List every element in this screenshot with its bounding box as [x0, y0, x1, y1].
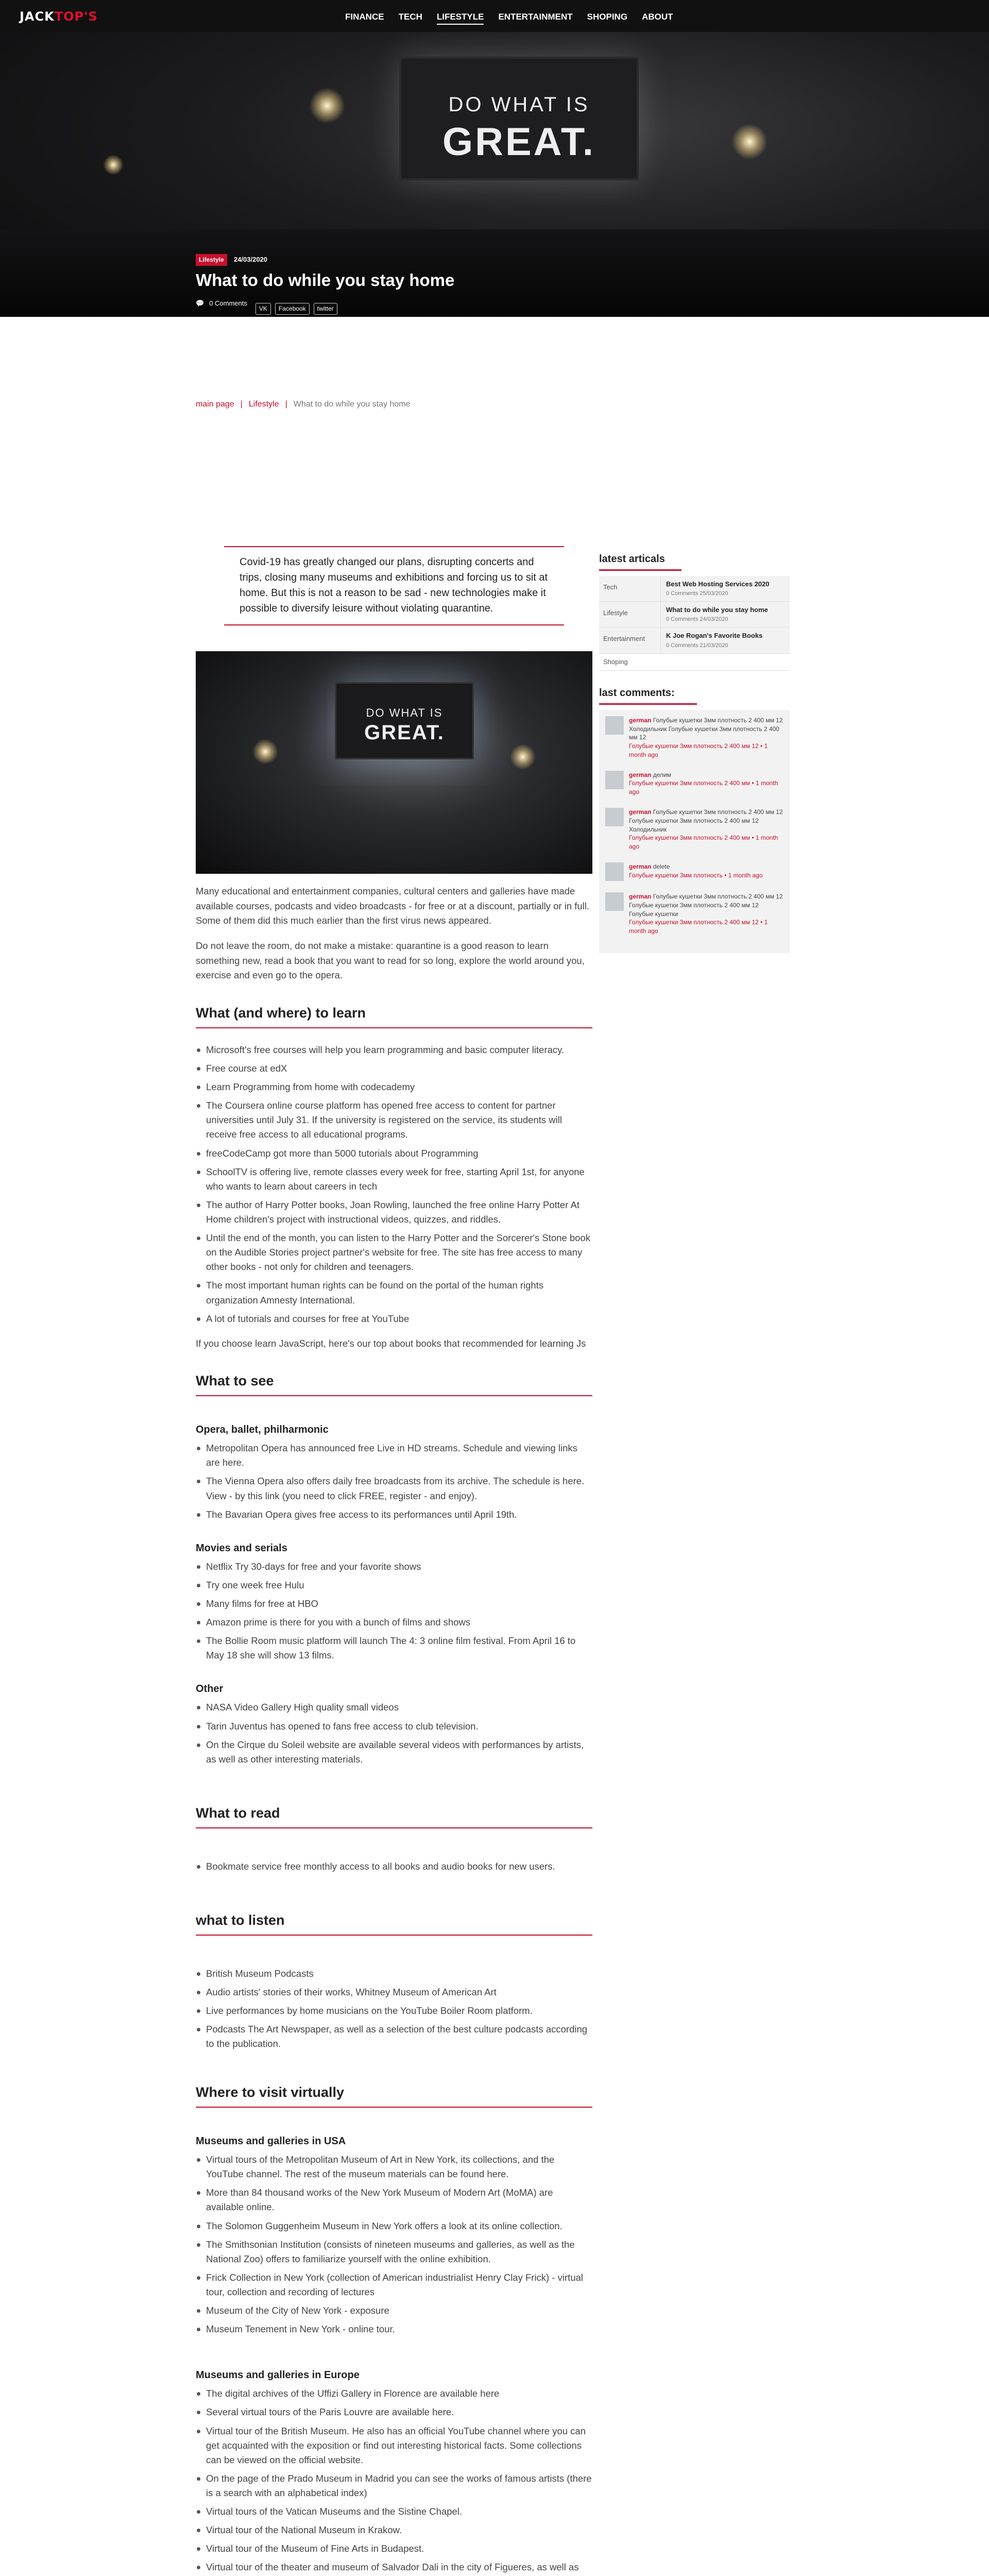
comment-user[interactable]: german: [629, 893, 652, 901]
breadcrumb-current: What to do while you stay home: [293, 400, 411, 409]
section-see-title: What to see: [196, 1370, 592, 1396]
lamp-glow: [731, 124, 768, 160]
breadcrumb-home[interactable]: main page: [196, 400, 234, 409]
comment-text: делим: [653, 771, 671, 778]
last-comments-list: [599, 710, 790, 953]
list-item[interactable]: NASA Video Gallery High quality small videos: [196, 1700, 592, 1715]
comment-ref[interactable]: Голубые кушетки 3мм плотность 2 400 мм • 1 month ago: [629, 779, 778, 796]
section-learn-title: What (and where) to learn: [196, 1003, 592, 1028]
sidebar: [599, 551, 790, 953]
comment-user[interactable]: german: [629, 771, 652, 778]
list-item[interactable]: On the Cirque du Soleil website are available several videos with performances by artists, as well as other interesting materials.: [196, 1738, 592, 1767]
section-read-title: What to read: [196, 1803, 592, 1828]
article-meta: 0 Comments 24/03/2020: [666, 616, 728, 623]
list-item[interactable]: Museum Tenement in New York - online tour.: [196, 2322, 592, 2336]
list-item[interactable]: The Smithsonian Institution (consists of nineteen museums and galleries, as well as the National Zoo) offers to familiarize yourself with the online exhibition.: [196, 2238, 592, 2266]
list-item[interactable]: Learn Programming from home with codecademy: [196, 1080, 592, 1094]
photo-line-1: DO WHAT IS: [366, 706, 443, 719]
comment-ref[interactable]: Голубые кушетки 3мм плотность 2 400 мм 12 • 1 month ago: [629, 742, 768, 758]
opera-title: Opera, ballet, philharmonic: [196, 1424, 329, 1436]
list-item[interactable]: The author of Harry Potter books, Joan Rowling, launched the free online Harry Potter At Home children's project with instructional videos, quizzes, and riddles.: [196, 1198, 592, 1227]
list-item[interactable]: [605, 862, 783, 881]
monitor-line-1: DO WHAT IS: [448, 93, 590, 116]
comment-user[interactable]: german: [629, 716, 652, 724]
page-title: What to do while you stay home: [196, 270, 455, 290]
site-logo[interactable]: [20, 7, 98, 26]
comments-count[interactable]: [196, 298, 247, 309]
list-item[interactable]: Netflix Try 30-days for free and your favorite shows: [196, 1560, 592, 1574]
article-title[interactable]: K Joe Rogan's Favorite Books: [666, 632, 763, 640]
section-visit-title: Where to visit virtually: [196, 2082, 592, 2108]
learn-list: [196, 1043, 592, 1326]
breadcrumb: [196, 398, 411, 411]
usa-title: Museums and galleries in USA: [196, 2136, 346, 2147]
listen-list: [196, 1967, 592, 2052]
table-row[interactable]: [599, 628, 790, 653]
list-item[interactable]: Try one week free Hulu: [196, 1578, 592, 1592]
js-books-note[interactable]: If you choose learn JavaScript, here's our top about books that recommended for learning Js: [196, 1337, 586, 1349]
europe-title: Museums and galleries in Europe: [196, 2369, 360, 2381]
article-paragraph: Many educational and entertainment companies, cultural centers and galleries have made available courses, podcasts and video broadcasts - for free or at a discount, partially or in full. Some of them did this much earlier than the first virus news appeared.: [196, 886, 590, 926]
list-item[interactable]: Virtual tour of the theater and museum of Salvador Dali in the city of Figueres, as well as: [196, 2560, 592, 2576]
list-item[interactable]: Virtual tours of the Metropolitan Museum of Art in New York, its collections, and the YouTube channel. The rest of the museum materials can be found here.: [196, 2153, 592, 2181]
article-title[interactable]: Best Web Hosting Services 2020: [666, 580, 770, 588]
avatar: [605, 716, 624, 735]
photo-line-2: GREAT.: [364, 721, 445, 744]
europe-list: [196, 2386, 592, 2576]
avatar: [605, 771, 624, 789]
monitor-line-2: GREAT.: [442, 120, 596, 164]
list-item[interactable]: British Museum Podcasts: [196, 1967, 592, 1981]
nav-about[interactable]: ABOUT: [642, 12, 673, 22]
list-item[interactable]: Many films for free at HBO: [196, 1597, 592, 1611]
comment-body: [629, 892, 783, 936]
list-item[interactable]: Several virtual tours of the Paris Louvre are available here.: [196, 2405, 592, 2419]
list-item[interactable]: Metropolitan Opera has announced free Live in HD streams. Schedule and viewing links are here.: [196, 1441, 592, 1470]
list-item[interactable]: Virtual tour of the British Museum. He also has an official YouTube channel where you can get acquainted with the exposition or find out interesting historical facts. Some collections can be viewed on the official website.: [196, 2424, 592, 2467]
list-item[interactable]: Until the end of the month, you can listen to the Harry Potter and the Sorcerer's Stone book on the Audible Stories project partner's website for free. The site has free access to many other books - not only for children and teenagers.: [196, 1231, 592, 1274]
nav-shoping[interactable]: SHOPING: [587, 12, 628, 22]
article-category: Tech: [599, 576, 661, 601]
read-list: [196, 1859, 592, 1874]
list-item[interactable]: Virtual tour of the Museum of Fine Arts in Budapest.: [196, 2541, 592, 2556]
share-facebook-button[interactable]: Facebook: [275, 303, 310, 315]
other-list: [196, 1700, 592, 1766]
logo-accent: TOP'S: [54, 9, 98, 24]
comment-ref[interactable]: Голубые кушетки 3мм плотность • 1 month ago: [629, 871, 763, 879]
main-nav: [345, 10, 673, 25]
article-body: [196, 546, 592, 2576]
hero-banner: [0, 0, 989, 317]
list-item[interactable]: [605, 808, 783, 851]
comments-label: 0 Comments: [209, 299, 247, 307]
comment-ref[interactable]: Голубые кушетки 3мм плотность 2 400 мм 12 • 1 month ago: [629, 919, 768, 935]
usa-list: [196, 2153, 592, 2336]
lamp-glow: [252, 739, 278, 765]
share-twitter-button[interactable]: twitter: [314, 303, 337, 315]
comment-user[interactable]: german: [629, 808, 652, 816]
nav-lifestyle[interactable]: LIFESTYLE: [437, 10, 484, 25]
list-item[interactable]: The Bollie Room music platform will launch The 4: 3 online film festival. From April 16 to May 18 she will show 13 films.: [196, 1634, 592, 1663]
category-badge[interactable]: Lifestyle: [196, 254, 227, 266]
article-info: [661, 602, 790, 627]
latest-articles-table: [599, 576, 790, 671]
list-item[interactable]: The Solomon Guggenheim Museum in New York offers a look at its online collection.: [196, 2219, 592, 2233]
list-item[interactable]: Museum of the City of New York - exposure: [196, 2303, 592, 2318]
lamp-glow: [103, 155, 124, 175]
comment-body: [629, 808, 783, 851]
post-date: 24/03/2020: [233, 256, 268, 263]
nav-entertainment[interactable]: ENTERTAINMENT: [498, 12, 573, 22]
comment-body: [629, 862, 763, 881]
list-item[interactable]: A lot of tutorials and courses for free at YouTube: [196, 1312, 592, 1326]
list-item[interactable]: Bookmate service free monthly access to all books and audio books for new users.: [196, 1859, 592, 1874]
list-item[interactable]: [605, 892, 783, 936]
comment-user[interactable]: german: [629, 863, 652, 871]
comment-icon: 💬: [196, 299, 204, 307]
comment-text: Голубые кушетки 3мм плотность 2 400 мм 12 Голубые кушетки 3мм плотность 2 400 мм 12 Холодильник: [629, 808, 783, 833]
lamp-glow: [309, 88, 345, 124]
article-meta: 0 Comments 25/03/2020: [666, 590, 728, 597]
hero-monitor: [399, 57, 639, 180]
article-info: [661, 628, 790, 653]
table-row[interactable]: [599, 576, 790, 602]
list-item[interactable]: Microsoft's free courses will help you learn programming and basic computer literacy.: [196, 1043, 592, 1057]
lamp-glow: [510, 744, 536, 770]
share-vk-button[interactable]: VK: [255, 303, 271, 315]
list-item[interactable]: Amazon prime is there for you with a bunch of films and shows: [196, 1615, 592, 1630]
hero-meta: [196, 298, 659, 317]
nav-finance[interactable]: FINANCE: [345, 12, 384, 22]
avatar: [605, 862, 624, 881]
list-item[interactable]: Tarin Juventus has opened to fans free access to club television.: [196, 1719, 592, 1734]
table-row[interactable]: [599, 654, 790, 671]
article-paragraph: Do not leave the room, do not make a mistake: quarantine is a good reason to learn something new, read a book that you want to read for so long, explore the world around you, exercise and even go to the opera.: [196, 940, 585, 981]
logo-main: JACK: [20, 9, 55, 24]
list-item[interactable]: The most important human rights can be found on the portal of the human rights organization Amnesty International.: [196, 1278, 592, 1307]
breadcrumb-separator: |: [240, 400, 243, 409]
movies-list: [196, 1560, 592, 1663]
comment-body: [629, 716, 783, 759]
list-item[interactable]: [605, 771, 783, 796]
movies-title: Movies and serials: [196, 1542, 287, 1554]
photo-monitor: [335, 682, 474, 759]
comment-text: Голубые кушетки 3мм плотность 2 400 мм 12 Холодильник Голубые кушетки 3мм плотность 2 400 мм 12: [629, 716, 783, 741]
article-category: Entertainment: [599, 628, 661, 653]
list-item[interactable]: Frick Collection in New York (collection of American industrialist Henry Clay Frick) - virtual tour, collection and recording of lectures: [196, 2270, 592, 2299]
comment-text: delete: [653, 863, 670, 871]
table-row[interactable]: [599, 602, 790, 628]
comment-ref[interactable]: Голубые кушетки 3мм плотность 2 400 мм • 1 month ago: [629, 834, 778, 851]
list-item[interactable]: The digital archives of the Uffizi Gallery in Florence are available here: [196, 2386, 592, 2401]
article-meta: 0 Comments 21/03/2020: [666, 642, 728, 649]
list-item[interactable]: Podcasts The Art Newspaper, as well as a selection of the best culture podcasts according to the publication.: [196, 2022, 592, 2051]
article-category: Lifestyle: [599, 602, 661, 627]
section-listen-title: what to listen: [196, 1910, 592, 1936]
opera-list: [196, 1441, 592, 1522]
list-item[interactable]: [605, 716, 783, 759]
breadcrumb-category[interactable]: Lifestyle: [248, 400, 279, 409]
list-item[interactable]: Free course at edX: [196, 1061, 592, 1076]
top-navbar: [0, 0, 989, 32]
comment-body: [629, 771, 783, 796]
list-item[interactable]: The Vienna Opera also offers daily free broadcasts from its archive. The schedule is here. View - by this link (you need to click FREE, register - and enjoy).: [196, 1474, 592, 1503]
article-title[interactable]: What to do while you stay home: [666, 606, 768, 614]
list-item[interactable]: Virtual tours of the Vatican Museums and the Sistine Chapel.: [196, 2504, 592, 2519]
article-category: Shoping: [603, 657, 628, 666]
other-title: Other: [196, 1683, 224, 1695]
list-item[interactable]: Audio artists' stories of their works, Whitney Museum of American Art: [196, 1985, 592, 1999]
last-comments-title: last comments:: [599, 685, 697, 705]
article-lead: Covid-19 has greatly changed our plans, disrupting concerts and trips, closing many museums and exhibitions and forcing us to sit at home. But this is not a reason to be sad - new technologies make it possible to diversify leisure without violating quarantine.: [224, 546, 564, 625]
avatar: [605, 808, 624, 826]
article-info: [661, 576, 790, 601]
article-photo: [196, 651, 592, 874]
nav-tech[interactable]: TECH: [398, 12, 422, 22]
list-item[interactable]: The Bavarian Opera gives free access to its performances until April 19th.: [196, 1507, 592, 1522]
list-item[interactable]: SchoolTV is offering live, remote classes every week for free, starting April 1st, for anyone who wants to learn about careers in tech: [196, 1165, 592, 1194]
list-item[interactable]: Live performances by home musicians on the YouTube Boiler Room platform.: [196, 2004, 592, 2018]
breadcrumb-separator: |: [285, 400, 287, 409]
latest-articles-title: latest articals: [599, 551, 681, 571]
comment-text: Голубые кушетки 3мм плотность 2 400 мм 12 Голубые кушетки 3мм плотность 2 400 мм 12 Голубые кушетки: [629, 893, 783, 918]
list-item[interactable]: On the page of the Prado Museum in Madrid you can see the works of famous artists (there is a search with an alphabetical index): [196, 2471, 592, 2500]
list-item[interactable]: More than 84 thousand works of the New York Museum of Modern Art (MoMA) are available online.: [196, 2185, 592, 2214]
list-item[interactable]: Virtual tour of the National Museum in Krakow.: [196, 2523, 592, 2537]
avatar: [605, 892, 624, 911]
list-item[interactable]: freeCodeCamp got more than 5000 tutorials about Programming: [196, 1146, 592, 1161]
hero-text: [196, 251, 659, 317]
list-item[interactable]: The Coursera online course platform has opened free access to content for partner universities until July 31. If the university is registered on the service, its students will receive free access to all educational programs.: [196, 1098, 592, 1142]
